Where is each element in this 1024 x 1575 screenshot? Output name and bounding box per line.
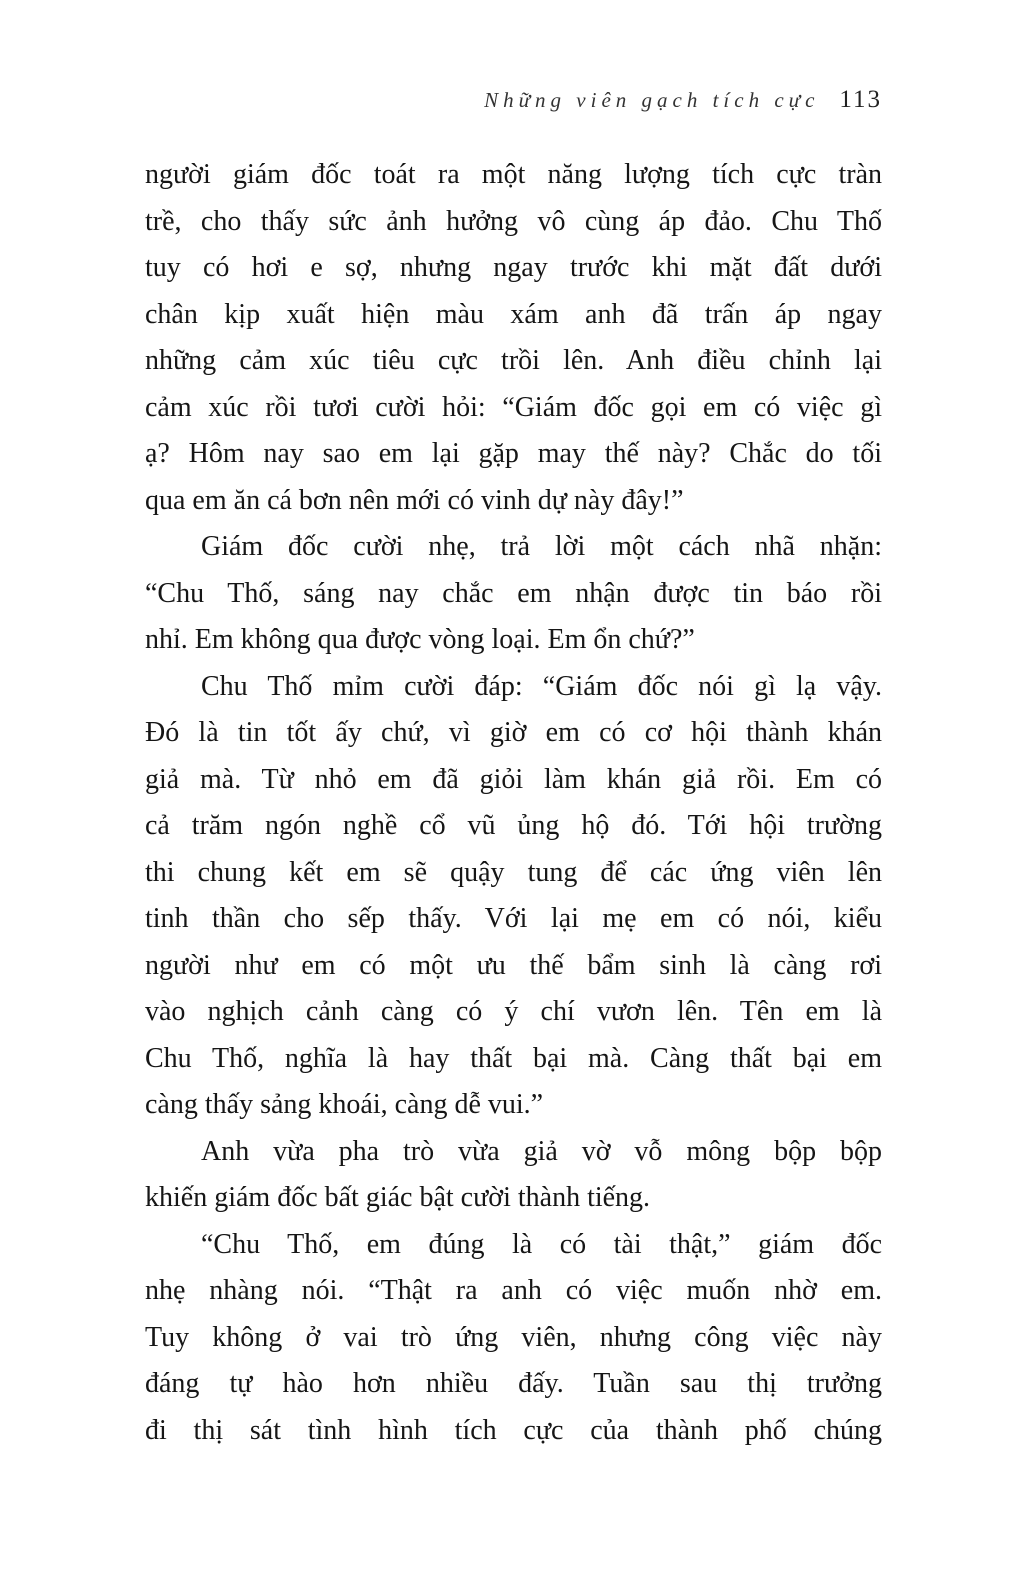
text-line: “Chu Thố, sáng nay chắc em nhận được tin báo rồi bbox=[145, 577, 882, 609]
text-line: qua em ăn cá bơn nên mới có vinh dự này đây!” bbox=[145, 484, 684, 516]
text-line: chân kịp xuất hiện màu xám anh đã trấn áp ngay bbox=[145, 298, 882, 330]
text-line: đáng tự hào hơn nhiều đấy. Tuần sau thị trưởng bbox=[145, 1368, 882, 1399]
text-line: Tuy không ở vai trò ứng viên, nhưng công việc này bbox=[145, 1321, 882, 1353]
text-line: khiến giám đốc bất giác bật cười thành tiếng. bbox=[145, 1182, 651, 1213]
text-line: người giám đốc toát ra một năng lượng tích cực tràn bbox=[145, 159, 882, 190]
text-line: cả trăm ngón nghề cổ vũ ủng hộ đó. Tới hội trường bbox=[145, 810, 882, 841]
text-line: Anh vừa pha trò vừa giả vờ vỗ mông bộp bộp bbox=[201, 1135, 882, 1167]
text-line: Giám đốc cười nhẹ, trả lời một cách nhã nhặn: bbox=[201, 531, 882, 562]
text-line: trề, cho thấy sức ảnh hưởng vô cùng áp đảo. Chu Thố bbox=[145, 205, 882, 237]
text-line: tuy có hơi e sợ, nhưng ngay trước khi mặt đất dưới bbox=[145, 252, 882, 283]
text-line: nhỉ. Em không qua được vòng loại. Em ổn chứ?” bbox=[145, 624, 695, 655]
text-line: những cảm xúc tiêu cực trồi lên. Anh điều chỉnh lại bbox=[145, 345, 882, 376]
text-line: nhẹ nhàng nói. “Thật ra anh có việc muốn nhờ em. bbox=[145, 1275, 882, 1306]
text-line: Chu Thố mỉm cười đáp: “Giám đốc nói gì lạ vậy. bbox=[201, 670, 882, 702]
running-title: Những viên gạch tích cực bbox=[484, 88, 820, 112]
text-line: tinh thần cho sếp thấy. Với lại mẹ em có nói, kiểu bbox=[145, 903, 882, 934]
page-number: 113 bbox=[839, 86, 882, 113]
text-line: cảm xúc rồi tươi cười hỏi: “Giám đốc gọi em có việc gì bbox=[145, 391, 882, 423]
text-line: Đó là tin tốt ấy chứ, vì giờ em có cơ hội thành khán bbox=[145, 717, 882, 748]
text-line: “Chu Thố, em đúng là có tài thật,” giám đốc bbox=[201, 1228, 882, 1260]
text-line: càng thấy sảng khoái, càng dễ vui.” bbox=[145, 1089, 544, 1120]
text-line: Chu Thố, nghĩa là hay thất bại mà. Càng thất bại em bbox=[145, 1042, 882, 1074]
text-line: người như em có một ưu thế bẩm sinh là càng rơi bbox=[145, 949, 882, 981]
text-line: thi chung kết em sẽ quậy tung để các ứng viên lên bbox=[145, 856, 882, 888]
text-line: vào nghịch cảnh càng có ý chí vươn lên. Tên em là bbox=[145, 996, 882, 1027]
text-line: giả mà. Từ nhỏ em đã giỏi làm khán giả rồi. Em có bbox=[145, 763, 882, 795]
text-block bbox=[145, 152, 882, 1454]
text-line: đi thị sát tình hình tích cực của thành phố chúng bbox=[145, 1414, 882, 1446]
text-line: ạ? Hôm nay sao em lại gặp may thế này? Chắc do tối bbox=[145, 438, 882, 469]
page-header bbox=[145, 86, 882, 114]
